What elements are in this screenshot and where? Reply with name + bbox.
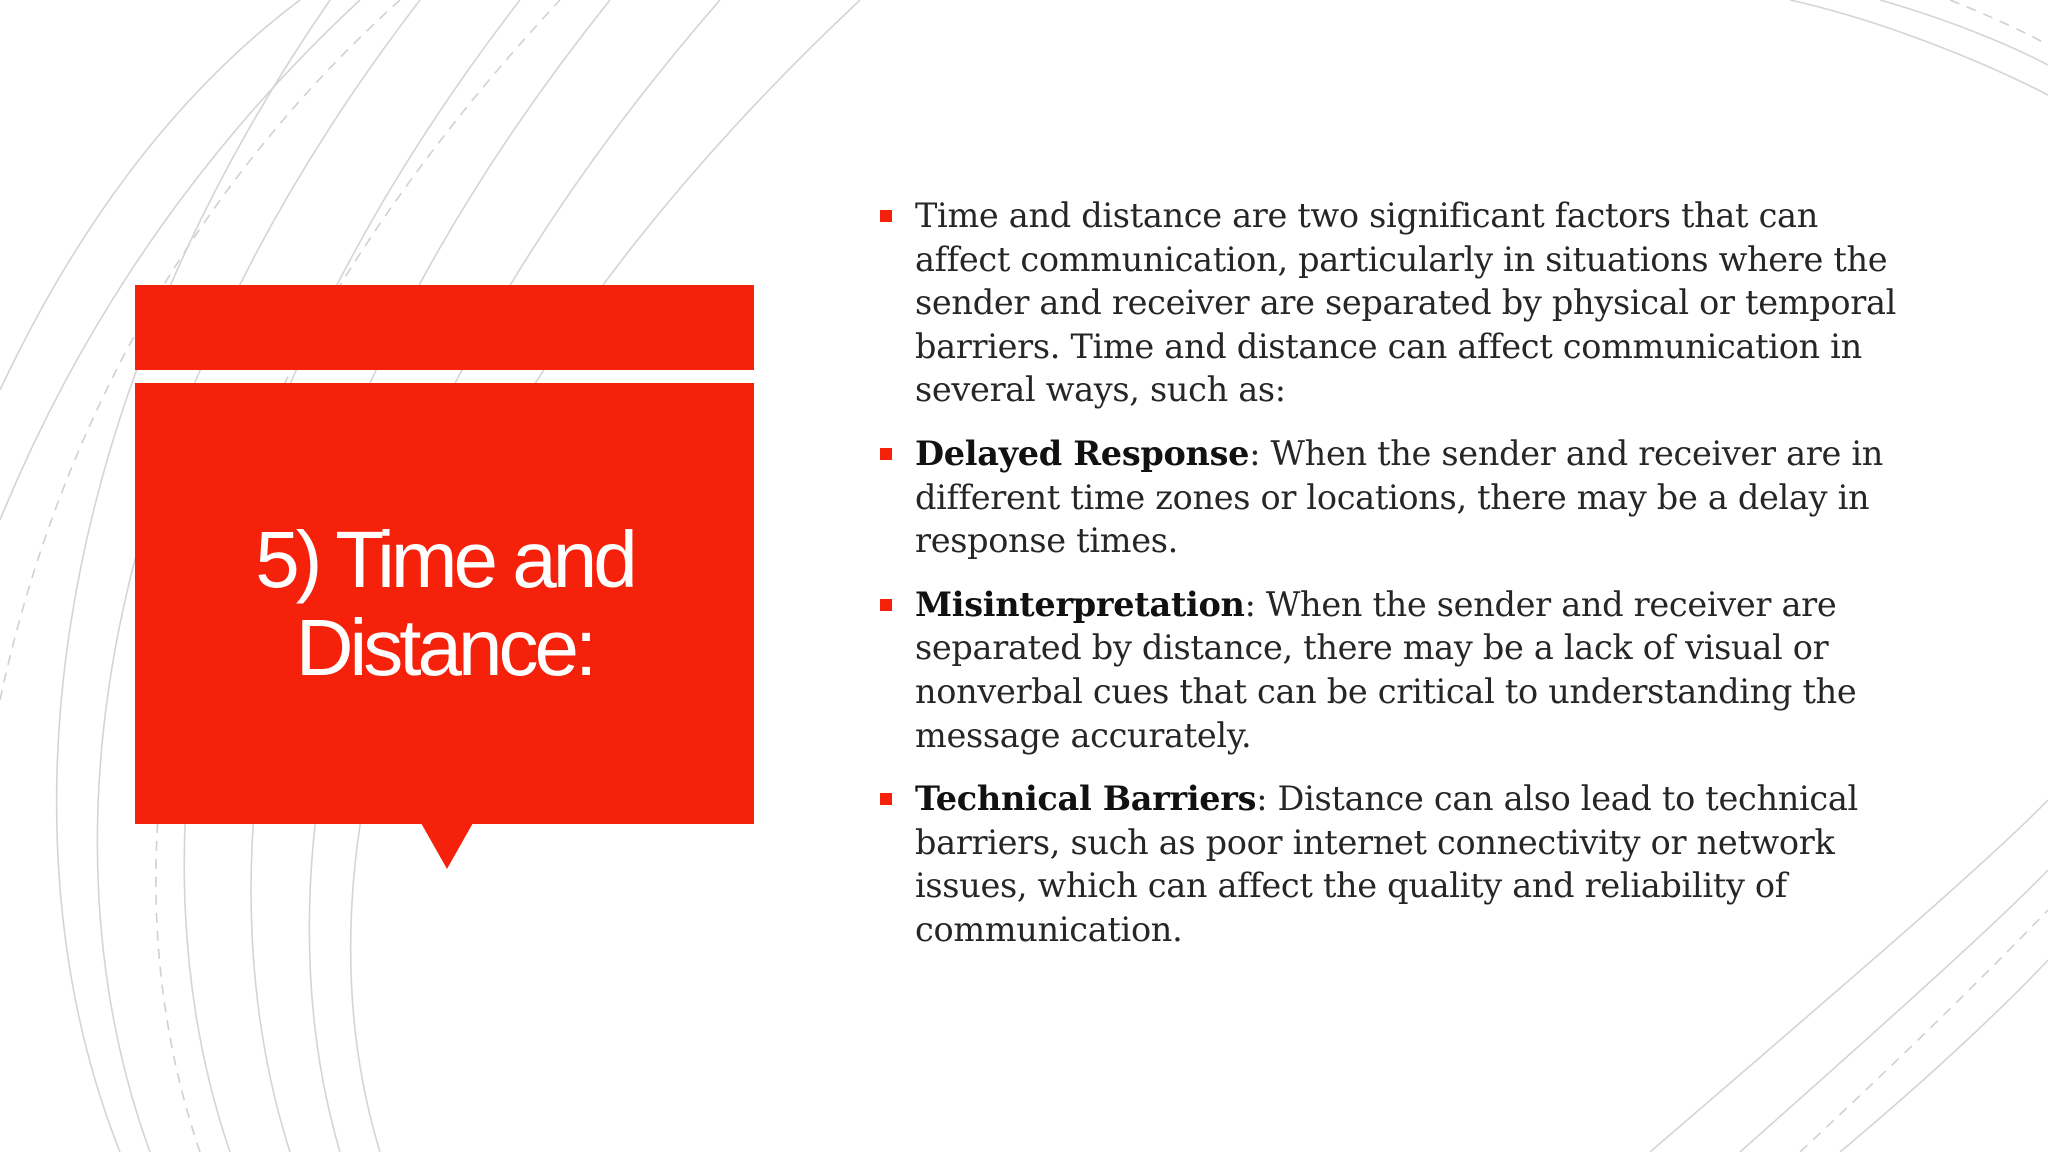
bullet-list — [880, 194, 1920, 972]
bullet-separator: : — [1244, 584, 1266, 624]
callout-pointer — [421, 823, 473, 869]
bullet-text: When the sender and receiver are separated by distance, there may be a lack of visual or nonverbal cues that can be critical to understanding the message accurately. — [915, 584, 1857, 755]
title-accent-bar — [135, 285, 754, 370]
bullet-item-technical-barriers — [880, 777, 1920, 951]
bullet-separator: : — [1249, 433, 1271, 473]
bullet-item-misinterpretation — [880, 583, 1920, 757]
slide-title: 5) Time and Distance: — [255, 514, 634, 692]
bullet-item-intro — [880, 194, 1920, 412]
red-square-bullet-icon — [880, 599, 892, 611]
red-square-bullet-icon — [880, 793, 892, 805]
bullet-term: Misinterpretation — [915, 584, 1245, 624]
red-square-bullet-icon — [880, 448, 892, 460]
red-square-bullet-icon — [880, 210, 892, 222]
bullet-text: When the sender and receiver are in different time zones or locations, there may be a delay in response times. — [915, 433, 1884, 561]
bullet-text: Time and distance are two significant factors that can affect communication, particularly in situations where the sender and receiver are separated by physical or temporal barriers. Time and distance can affect communication in several ways, such as: — [915, 196, 1897, 410]
bullet-term: Delayed Response — [915, 433, 1250, 473]
bullet-text: Distance can also lead to technical barriers, such as poor internet connectivity or network issues, which can affect the quality and reliability of communication. — [915, 779, 1858, 949]
bullet-separator: : — [1256, 779, 1278, 819]
title-callout-box — [135, 383, 754, 824]
bullet-term: Technical Barriers — [915, 779, 1257, 819]
bullet-item-delayed-response — [880, 432, 1920, 563]
